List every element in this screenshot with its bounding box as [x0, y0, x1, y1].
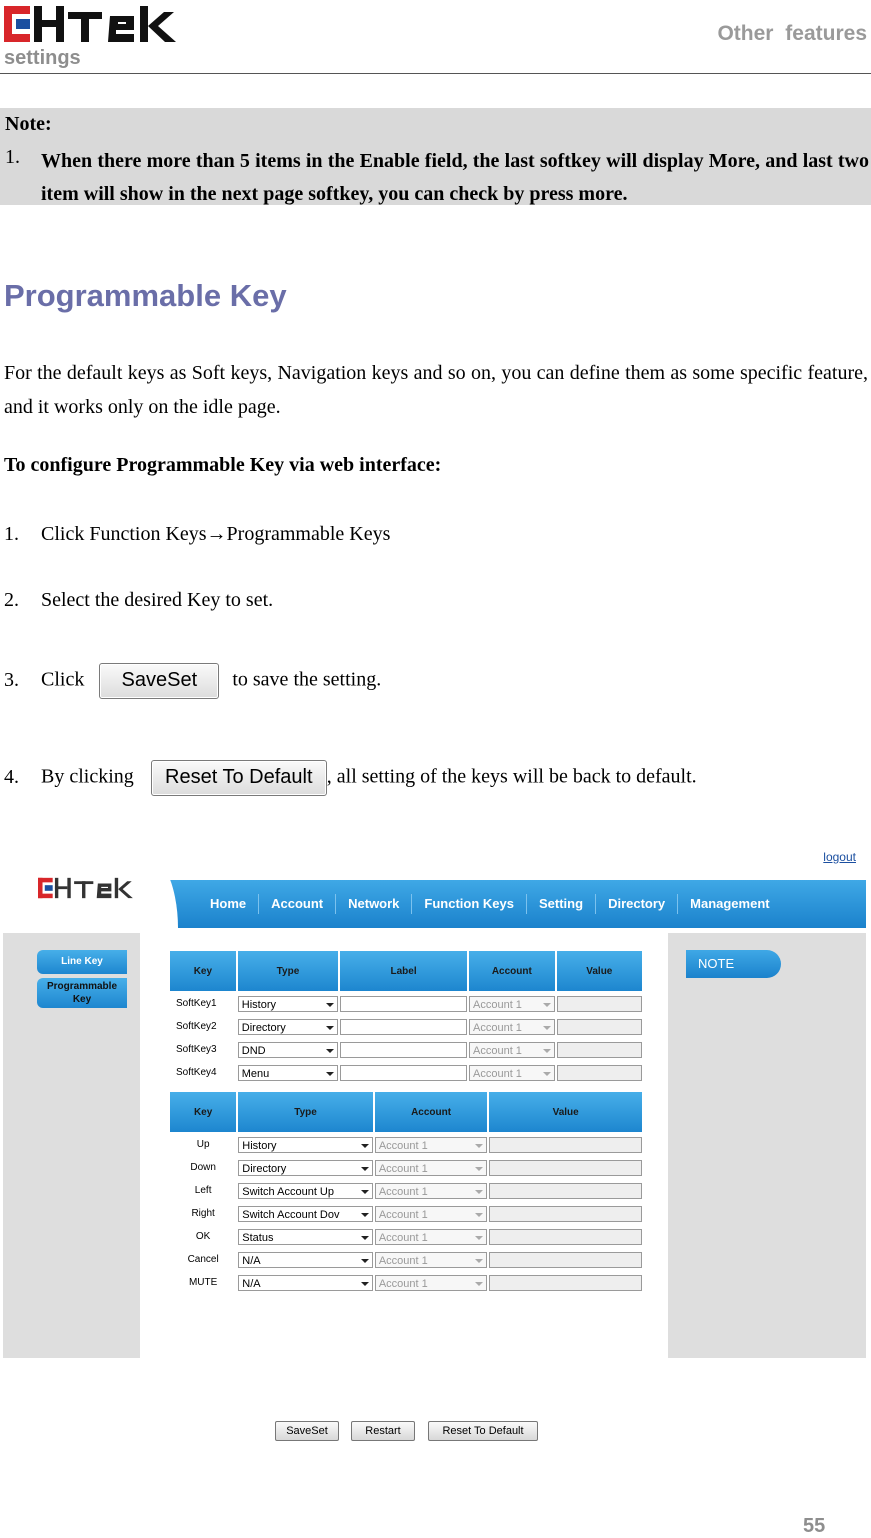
account-select[interactable]	[469, 1042, 555, 1058]
chevron-down-icon	[361, 1259, 369, 1263]
key-name: Left	[194, 1185, 212, 1196]
chevron-down-icon	[475, 1144, 483, 1148]
chevron-down-icon	[475, 1259, 483, 1263]
step-number: 4.	[4, 765, 19, 788]
web-note-panel	[668, 933, 866, 1358]
type-select[interactable]	[238, 1275, 373, 1291]
value-input[interactable]	[557, 1042, 642, 1058]
table-row	[170, 1016, 642, 1037]
account-select[interactable]	[375, 1252, 487, 1268]
type-select[interactable]	[238, 1229, 373, 1245]
type-select-value: DND	[241, 1044, 266, 1057]
web-main-menu	[198, 894, 782, 914]
chevron-down-icon	[361, 1236, 369, 1240]
web-main-panel	[143, 933, 665, 1437]
type-select-value: History	[242, 1139, 277, 1152]
account-select[interactable]	[375, 1275, 487, 1291]
web-sidebar	[3, 933, 140, 1358]
type-select-value: History	[241, 998, 276, 1011]
chevron-down-icon	[326, 1026, 334, 1030]
type-select[interactable]	[238, 1019, 338, 1035]
key-name: OK	[195, 1231, 211, 1242]
note-box	[0, 108, 871, 205]
arrow-icon: →	[206, 523, 227, 545]
step-text: Programmable Keys	[226, 523, 391, 545]
chevron-down-icon	[475, 1282, 483, 1286]
chevron-down-icon	[326, 1049, 334, 1053]
type-select-value: Switch Account Dov	[242, 1208, 340, 1221]
type-select[interactable]	[238, 1042, 338, 1058]
value-input[interactable]	[557, 1019, 642, 1035]
column-header: Key	[170, 1092, 236, 1132]
step-text: to save the setting.	[232, 668, 382, 691]
account-select-value: Account 1	[378, 1231, 428, 1244]
value-input[interactable]	[557, 996, 642, 1012]
sidebar-item-programmable-key[interactable]: Programmable Key	[37, 978, 127, 1008]
step-number: 2.	[4, 589, 19, 611]
column-header: Label	[340, 951, 467, 991]
table-row	[170, 1226, 642, 1247]
saveset-button[interactable]: SaveSet	[275, 1421, 339, 1441]
key-name: Right	[191, 1208, 215, 1219]
label-input[interactable]	[340, 1019, 467, 1035]
web-htek-logo	[38, 875, 143, 901]
key-name: SoftKey1	[176, 998, 217, 1009]
step-2	[4, 589, 273, 612]
chevron-down-icon	[543, 1003, 551, 1007]
table-row	[170, 1249, 642, 1270]
intro-paragraph: For the default keys as Soft keys, Navigation keys and so on, you can define them as some specific feature, and it works only on the idle page.	[4, 362, 868, 418]
column-header: Account	[469, 951, 555, 991]
softkey-table	[168, 949, 644, 1085]
header-section-title: Other features	[717, 22, 867, 45]
table-row	[170, 1180, 642, 1201]
key-name: SoftKey3	[176, 1044, 217, 1055]
chevron-down-icon	[361, 1282, 369, 1286]
step-4	[4, 760, 697, 796]
value-input[interactable]	[557, 1065, 642, 1081]
key-name: Cancel	[187, 1254, 219, 1265]
table-row	[170, 1203, 642, 1224]
account-select-value: Account 1	[473, 998, 522, 1011]
navkey-table	[168, 1090, 644, 1295]
type-select[interactable]	[238, 1137, 373, 1153]
account-select-value: Account 1	[378, 1139, 428, 1152]
column-header: Value	[557, 951, 642, 991]
chevron-down-icon	[326, 1072, 334, 1076]
saveset-button-image: SaveSet	[99, 663, 219, 699]
web-topbar	[3, 847, 866, 929]
subheading: To configure Programmable Key via web interface:	[4, 454, 442, 476]
account-select[interactable]	[375, 1229, 487, 1245]
label-input[interactable]	[340, 996, 467, 1012]
chevron-down-icon	[543, 1072, 551, 1076]
key-name: MUTE	[188, 1277, 218, 1288]
account-select[interactable]	[375, 1137, 487, 1153]
chevron-down-icon	[361, 1167, 369, 1171]
chevron-down-icon	[326, 1003, 334, 1007]
table-row	[170, 1062, 642, 1083]
menu-account[interactable]: Account	[258, 894, 335, 914]
type-select[interactable]	[238, 1160, 373, 1176]
header-chapter-title: settings	[4, 47, 81, 69]
table-row	[170, 1272, 642, 1293]
account-select[interactable]	[375, 1183, 487, 1199]
chevron-down-icon	[475, 1213, 483, 1217]
key-name: Down	[190, 1162, 216, 1173]
type-select-value: N/A	[242, 1277, 261, 1290]
reset-to-default-button[interactable]: Reset To Default	[428, 1421, 538, 1441]
value-input[interactable]	[489, 1252, 642, 1268]
type-select-value: Switch Account Up	[242, 1185, 334, 1198]
account-select[interactable]	[375, 1206, 487, 1222]
key-name: SoftKey4	[176, 1067, 217, 1078]
note-item-number: 1.	[5, 146, 20, 168]
type-select[interactable]	[238, 1206, 373, 1222]
step-text: Select the desired Key to set.	[41, 589, 274, 611]
step-number: 3.	[4, 668, 19, 691]
chevron-down-icon	[361, 1213, 369, 1217]
column-header: Account	[375, 1092, 487, 1132]
value-input[interactable]	[489, 1160, 642, 1176]
step-1	[4, 523, 390, 546]
type-select[interactable]	[238, 1252, 373, 1268]
account-select-value: Account 1	[473, 1021, 522, 1034]
account-select[interactable]	[469, 1019, 555, 1035]
restart-button[interactable]: Restart	[351, 1421, 415, 1441]
type-select[interactable]	[238, 1065, 338, 1081]
chevron-down-icon	[543, 1026, 551, 1030]
value-input[interactable]	[489, 1137, 642, 1153]
account-select-value: Account 1	[473, 1044, 522, 1057]
menu-network[interactable]: Network	[335, 894, 411, 914]
step-number: 1.	[4, 523, 19, 545]
menu-function-keys[interactable]: Function Keys	[411, 894, 526, 914]
web-logo-area	[3, 847, 178, 928]
type-select[interactable]	[238, 996, 338, 1012]
column-header: Value	[489, 1092, 642, 1132]
table-row	[170, 993, 642, 1014]
column-header: Type	[238, 951, 338, 991]
chevron-down-icon	[361, 1144, 369, 1148]
chevron-down-icon	[475, 1236, 483, 1240]
key-name: Up	[196, 1139, 210, 1150]
type-select-value: Directory	[242, 1162, 287, 1175]
menu-setting[interactable]: Setting	[526, 894, 595, 914]
type-select-value: Menu	[241, 1067, 270, 1080]
step-3	[4, 663, 381, 699]
note-panel-title: NOTE	[686, 950, 781, 978]
column-header: Type	[238, 1092, 373, 1132]
label-input[interactable]	[340, 1042, 467, 1058]
step-text: By clicking	[41, 765, 134, 788]
account-select[interactable]	[469, 996, 555, 1012]
step-text: , all setting of the keys will be back to default.	[326, 765, 697, 788]
table-row	[170, 1134, 642, 1155]
value-input[interactable]	[489, 1206, 642, 1222]
account-select[interactable]	[469, 1065, 555, 1081]
table-row	[170, 1039, 642, 1060]
table-row	[170, 1157, 642, 1178]
htek-logo	[4, 4, 190, 44]
menu-directory[interactable]: Directory	[595, 894, 677, 914]
sidebar-item-line-key[interactable]: Line Key	[37, 950, 127, 974]
value-input[interactable]	[489, 1229, 642, 1245]
menu-home[interactable]: Home	[210, 896, 247, 911]
account-select[interactable]	[375, 1160, 487, 1176]
column-header: Key	[170, 951, 236, 991]
account-select-value: Account 1	[378, 1277, 428, 1290]
value-input[interactable]	[489, 1275, 642, 1291]
note-title: Note:	[5, 113, 52, 135]
account-select-value: Account 1	[378, 1162, 428, 1175]
account-select-value: Account 1	[378, 1254, 428, 1267]
chevron-down-icon	[475, 1167, 483, 1171]
logout-link[interactable]: logout	[823, 850, 856, 864]
account-select-value: Account 1	[473, 1067, 522, 1080]
header-rule	[0, 73, 871, 74]
note-item-text: When there more than 5 items in the Enable field, the last softkey will display More, and last two item will show in the next page softkey, you can check by press more.	[41, 150, 869, 205]
web-interface-screenshot	[3, 847, 866, 1437]
chevron-down-icon	[361, 1190, 369, 1194]
type-select-value: Directory	[241, 1021, 286, 1034]
chevron-down-icon	[475, 1190, 483, 1194]
type-select-value: N/A	[242, 1254, 261, 1267]
key-name: SoftKey2	[176, 1021, 217, 1032]
type-select-value: Status	[242, 1231, 274, 1244]
type-select[interactable]	[238, 1183, 373, 1199]
section-title: Programmable Key	[4, 278, 287, 313]
label-input[interactable]	[340, 1065, 467, 1081]
value-input[interactable]	[489, 1183, 642, 1199]
step-text: Click Function Keys	[41, 523, 207, 545]
chevron-down-icon	[543, 1049, 551, 1053]
account-select-value: Account 1	[378, 1185, 428, 1198]
reset-to-default-button-image: Reset To Default	[151, 760, 327, 796]
step-text: Click	[41, 668, 85, 691]
account-select-value: Account 1	[378, 1208, 428, 1221]
menu-management[interactable]: Management	[677, 894, 781, 914]
page-number: 55	[803, 1515, 826, 1537]
